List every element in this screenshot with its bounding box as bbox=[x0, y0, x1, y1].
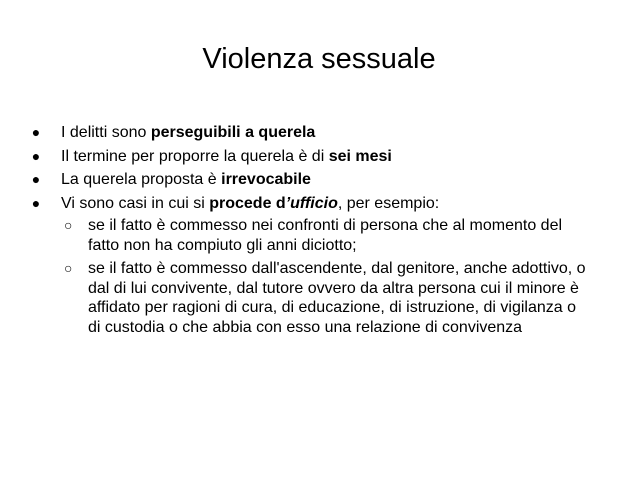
bullet-emphasis: perseguibili a querela bbox=[150, 124, 316, 141]
bullet-icon: ● bbox=[31, 171, 41, 187]
sub-bullet-item-minore bbox=[61, 216, 588, 255]
sub-bullet-list bbox=[61, 216, 618, 337]
slide-content bbox=[28, 123, 618, 341]
bullet-emphasis: irrevocabile bbox=[221, 171, 311, 188]
slide-title: Violenza sessuale bbox=[202, 43, 436, 75]
bullet-item-querela bbox=[28, 123, 618, 143]
bullet-item-termine bbox=[28, 147, 618, 167]
bullet-text-tail: , per esempio: bbox=[337, 194, 440, 212]
sub-bullet-text: se il fatto è commesso dall'ascendente, dal genitore, anche adottivo, o dal di lui convivente, dal tutore ovvero da altra persona cui il minore è affidato per ragioni di cura, di educazione, di istruzione, di vigilanza o di custodia o che abbia con esso una relazione di convivenza bbox=[88, 260, 586, 336]
bullet-item-irrevocabile bbox=[28, 170, 618, 190]
bullet-text: I delitti sono bbox=[61, 124, 151, 141]
bullet-list bbox=[28, 123, 618, 337]
sub-bullet-text: se il fatto è commesso nei confronti di persona che al momento del fatto non ha compiuto gli anni diciotto; bbox=[88, 217, 563, 254]
bullet-icon: ● bbox=[31, 147, 41, 164]
bullet-text: Il termine per proporre la querela è di bbox=[61, 147, 329, 165]
bullet-icon: ● bbox=[31, 124, 41, 140]
bullet-item-ufficio bbox=[28, 194, 618, 338]
sub-bullet-item-ascendente bbox=[61, 259, 588, 337]
bullet-text: Vi sono casi in cui si bbox=[61, 194, 210, 212]
bullet-emphasis: sei mesi bbox=[328, 147, 392, 165]
sub-bullet-icon: ○ bbox=[64, 260, 73, 276]
sub-bullet-icon: ○ bbox=[64, 217, 73, 233]
bullet-text: La querela proposta è bbox=[61, 171, 222, 188]
bullet-icon: ● bbox=[31, 194, 41, 211]
bullet-emphasis: procede d bbox=[209, 194, 286, 212]
bullet-emphasis-italic: ’ufficio bbox=[285, 194, 338, 212]
